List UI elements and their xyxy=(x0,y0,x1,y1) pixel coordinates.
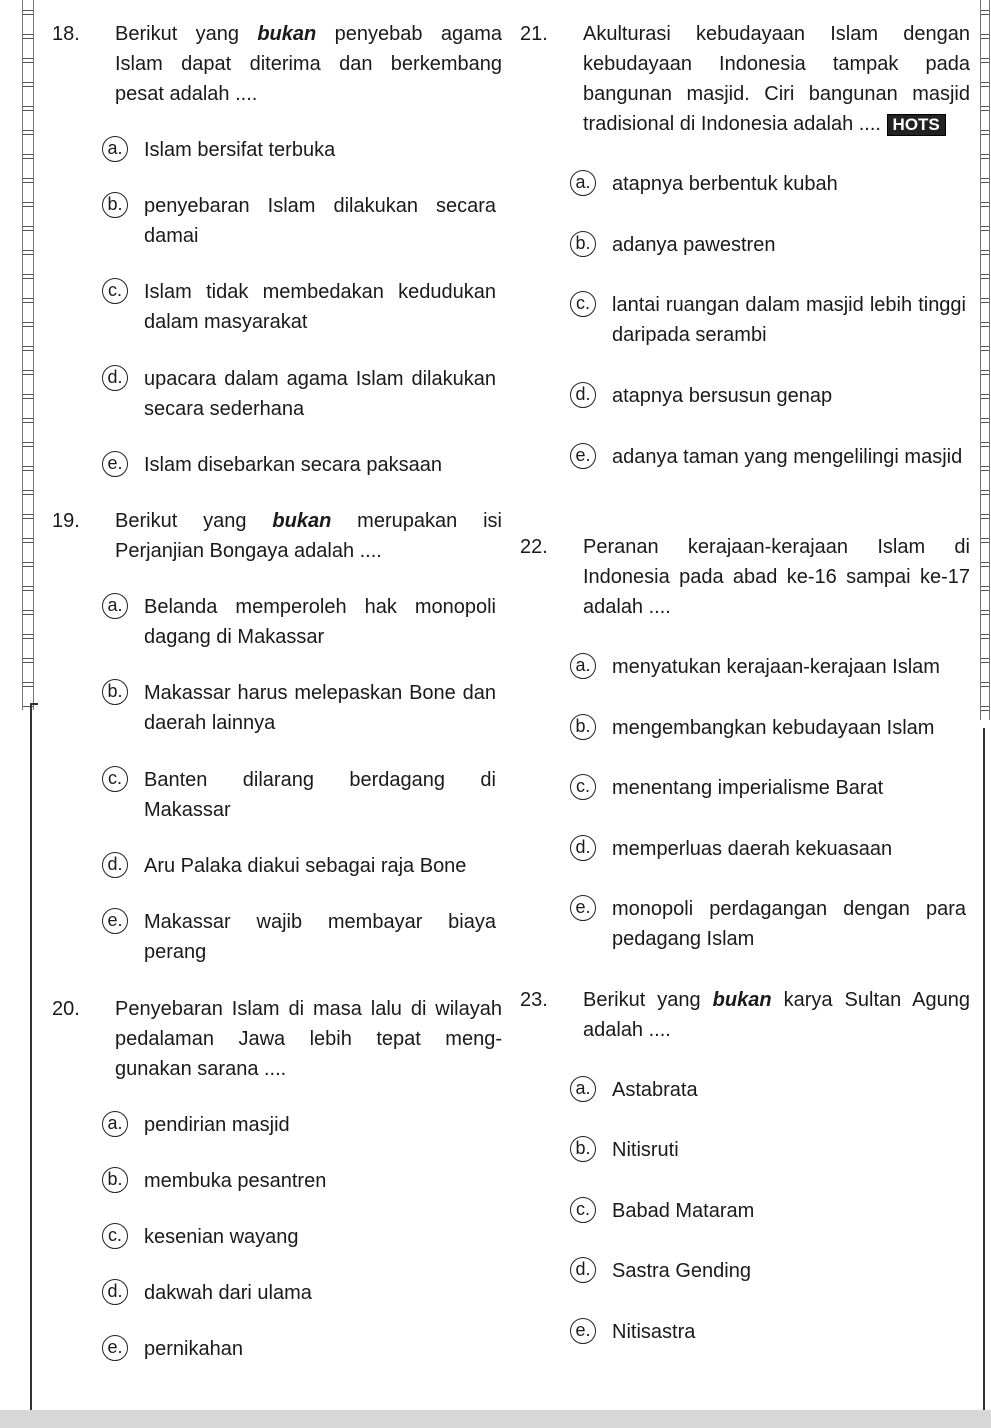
question-22 xyxy=(520,532,970,622)
question-21 xyxy=(520,19,970,139)
option-label: b. xyxy=(570,231,596,257)
emphasis-bukan: bukan xyxy=(712,989,772,1011)
question-number: 21. xyxy=(520,23,548,45)
option-text: atapnya berbentuk kubah xyxy=(612,173,838,195)
option-label: d. xyxy=(570,382,596,408)
option-label: e. xyxy=(102,451,128,477)
option-label: d. xyxy=(102,1279,128,1305)
option-text: Nitisruti xyxy=(612,1139,679,1161)
option-text: lantai ruangan dalam masjid lebih tinggi daripada serambi xyxy=(612,294,966,346)
question-18 xyxy=(52,19,502,109)
option-label: b. xyxy=(570,1136,596,1162)
question-19 xyxy=(52,506,502,566)
option-text: Islam bersifat terbuka xyxy=(144,139,336,161)
question-text: Akulturasi kebudayaan Islam dengan kebudayaan Indonesia tampak pada bangunan masjid. Ciri bangunan masjid tradisional di Indonesia adalah .... HOTS xyxy=(583,23,970,135)
option-text: monopoli perdagangan dengan para pedagang Islam xyxy=(612,898,966,950)
option-label: b. xyxy=(102,192,128,218)
option-text: Islam disebarkan secara paksaan xyxy=(144,454,442,476)
question-20 xyxy=(52,994,502,1084)
question-text: Penyebaran Islam di masa lalu di wilayah pedalaman Jawa lebih tepat meng-gunakan sarana .... xyxy=(115,998,502,1080)
question-number: 18. xyxy=(52,23,80,45)
option-label: d. xyxy=(102,852,128,878)
option-text: Babad Mataram xyxy=(612,1200,755,1222)
option-label: c. xyxy=(102,278,128,304)
option-label: b. xyxy=(102,1167,128,1193)
option-label: e. xyxy=(102,1335,128,1361)
question-number: 23. xyxy=(520,989,548,1011)
page-frame-left xyxy=(30,705,32,1415)
option-text: Nitisastra xyxy=(612,1321,696,1343)
option-text: Aru Palaka diakui sebagai raja Bone xyxy=(144,855,467,877)
option-label: d. xyxy=(570,835,596,861)
option-text: penyebaran Islam dilakukan secara damai xyxy=(144,195,496,247)
question-number: 19. xyxy=(52,510,80,532)
option-label: e. xyxy=(570,1318,596,1344)
option-label: a. xyxy=(570,170,596,196)
option-text: Sastra Gending xyxy=(612,1260,751,1282)
option-label: a. xyxy=(570,653,596,679)
binder-holes-left xyxy=(22,0,34,710)
option-text: adanya taman yang mengelilingi masjid xyxy=(612,446,963,468)
option-label: c. xyxy=(570,1197,596,1223)
option-label: c. xyxy=(570,291,596,317)
hots-badge: HOTS xyxy=(887,114,946,136)
question-number: 22. xyxy=(520,536,548,558)
option-text: menyatukan kerajaan-kerajaan Islam xyxy=(612,656,940,678)
option-label: c. xyxy=(570,774,596,800)
option-text: dakwah dari ulama xyxy=(144,1282,312,1304)
emphasis-bukan: bukan xyxy=(257,23,317,45)
option-text: Makassar wajib membayar biaya perang xyxy=(144,911,496,963)
question-text: Berikut yang bukan karya Sultan Agung adalah .... xyxy=(583,989,970,1041)
question-text: Berikut yang bukan penyebab agama Islam dapat diterima dan berkembang pesat adalah .... xyxy=(115,23,502,105)
option-label: c. xyxy=(102,766,128,792)
option-text: mengembangkan kebudayaan Islam xyxy=(612,717,935,739)
option-label: a. xyxy=(102,136,128,162)
option-text: menentang imperialisme Barat xyxy=(612,777,884,799)
option-text: Belanda memperoleh hak monopoli dagang di Makassar xyxy=(144,596,496,648)
option-label: a. xyxy=(570,1076,596,1102)
option-label: d. xyxy=(102,365,128,391)
option-text: atapnya bersusun genap xyxy=(612,385,833,407)
option-label: b. xyxy=(102,679,128,705)
question-text: Berikut yang bukan merupakan isi Perjanjian Bongaya adalah .... xyxy=(115,510,503,562)
question-text: Peranan kerajaan-kerajaan Islam di Indonesia pada abad ke-16 sampai ke-17 adalah .... xyxy=(583,536,970,618)
option-text: pernikahan xyxy=(144,1338,243,1360)
question-number: 20. xyxy=(52,998,80,1020)
option-text: Makassar harus melepaskan Bone dan daerah lainnya xyxy=(144,682,496,734)
option-label: a. xyxy=(102,1111,128,1137)
option-text: adanya pawestren xyxy=(612,234,776,256)
option-text: Banten dilarang berdagang di Makassar xyxy=(144,769,496,821)
question-23 xyxy=(520,985,970,1045)
option-label: e. xyxy=(102,908,128,934)
option-text: membuka pesantren xyxy=(144,1170,327,1192)
page-frame-right xyxy=(983,728,985,1418)
option-text: kesenian wayang xyxy=(144,1226,299,1248)
option-label: e. xyxy=(570,443,596,469)
page-bottom-strip xyxy=(0,1410,991,1428)
option-text: pendirian masjid xyxy=(144,1114,290,1136)
option-text: memperluas daerah kekuasaan xyxy=(612,838,893,860)
binder-holes-right xyxy=(980,0,990,720)
option-text: Astabrata xyxy=(612,1079,698,1101)
option-text: upacara dalam agama Islam dilakukan secara sederhana xyxy=(144,368,496,420)
option-label: b. xyxy=(570,714,596,740)
option-label: a. xyxy=(102,593,128,619)
emphasis-bukan: bukan xyxy=(272,510,332,532)
option-label: e. xyxy=(570,895,596,921)
option-label: d. xyxy=(570,1257,596,1283)
option-text: Islam tidak membedakan kedudukan dalam masyarakat xyxy=(144,281,496,333)
option-label: c. xyxy=(102,1223,128,1249)
